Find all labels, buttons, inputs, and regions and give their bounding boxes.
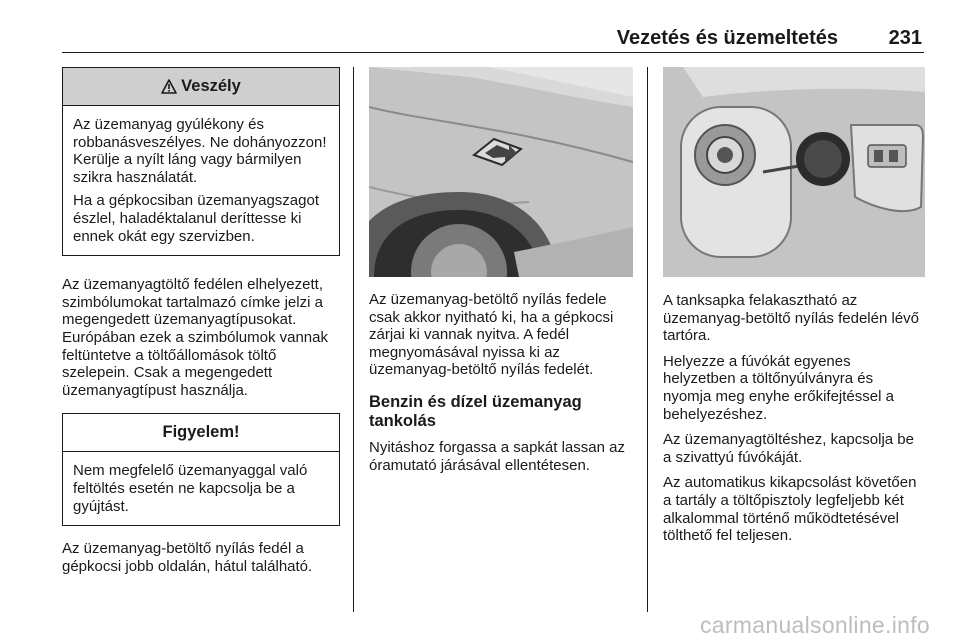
danger-box-body bbox=[63, 106, 339, 255]
notice-box bbox=[62, 413, 340, 526]
section-heading: Benzin és dízel üzemanyag tankolás bbox=[369, 392, 582, 430]
danger-text: Ha a gépkocsiban üzemanyagszagot észlel, haladéktalanul deríttesse ki ennek okát egy szervizben. bbox=[73, 192, 319, 245]
body-paragraph: Az üzemanyag-betöltő nyílás fedél a gépkocsi jobb oldalán, hátul található. bbox=[62, 540, 313, 575]
notice-box-title: Figyelem! bbox=[162, 423, 240, 442]
notice-text: Nem megfelelő üzemanyaggal való feltöltés esetén ne kapcsolja be a gyújtást. bbox=[73, 462, 308, 515]
body-paragraph: Az automatikus kikapcsolást követően a tartály a töltőpisztoly legfeljebb két alkalommal történő működtetésével tölthető fel teljesen. bbox=[663, 474, 917, 545]
danger-box-header bbox=[63, 68, 339, 106]
watermark: carmanualsonline.info bbox=[699, 612, 930, 638]
image-caption: Az üzemanyag-betöltő nyílás fedele csak akkor nyitható ki, ha a gépkocsi zárjai ki vannak nyitva. A fedél megnyomásával nyissa ki az üzemanyag-betöltő nyílás fedelét. bbox=[369, 291, 614, 379]
page-header bbox=[62, 22, 924, 53]
column-divider bbox=[647, 67, 648, 612]
body-paragraph: A tanksapka felakasztható az üzemanyag-betöltő nyílás fedelén lévő tartóra. bbox=[663, 292, 919, 345]
column-middle bbox=[369, 67, 633, 474]
danger-box-title: Veszély bbox=[181, 77, 241, 95]
body-paragraph: Nyitáshoz forgassa a sapkát lassan az óramutató járásával ellentétesen. bbox=[369, 438, 625, 474]
body-paragraph: Helyezze a fúvókát egyenes helyzetben a töltőnyúlványra és nyomja meg enyhe erőkifejtéssel a behelyezéshez. bbox=[663, 352, 894, 423]
body-paragraph: Az üzemanyagtöltő fedélen elhelyezett, szimbólumokat tartalmazó címke jelzi a megengedett üzemanyagtípusokat. Európában ezek a szimbólumok vannak feltüntetve a töltőállomások töltő szelepein. Csak a megengedett üzemanyagtípust használja. bbox=[62, 276, 328, 399]
notice-box-body bbox=[63, 452, 339, 525]
warning-triangle-icon bbox=[161, 79, 177, 94]
fuel-cap-illustration bbox=[663, 67, 925, 277]
body-paragraph: Az üzemanyagtöltéshez, kapcsolja be a szivattyú fúvókáját. bbox=[663, 431, 914, 466]
column-left bbox=[62, 67, 340, 575]
column-right bbox=[663, 67, 925, 545]
column-divider bbox=[353, 67, 354, 612]
section-title: Vezetés és üzemeltetés bbox=[616, 27, 838, 49]
car-fuel-door-illustration bbox=[369, 67, 633, 277]
danger-text: Az üzemanyag gyúlékony és robbanásveszélyes. Ne dohányozzon! Kerülje a nyílt láng vagy bármilyen szikra használatát. bbox=[73, 116, 327, 186]
page-number: 231 bbox=[888, 27, 922, 49]
danger-box bbox=[62, 67, 340, 256]
notice-box-header bbox=[63, 414, 339, 452]
